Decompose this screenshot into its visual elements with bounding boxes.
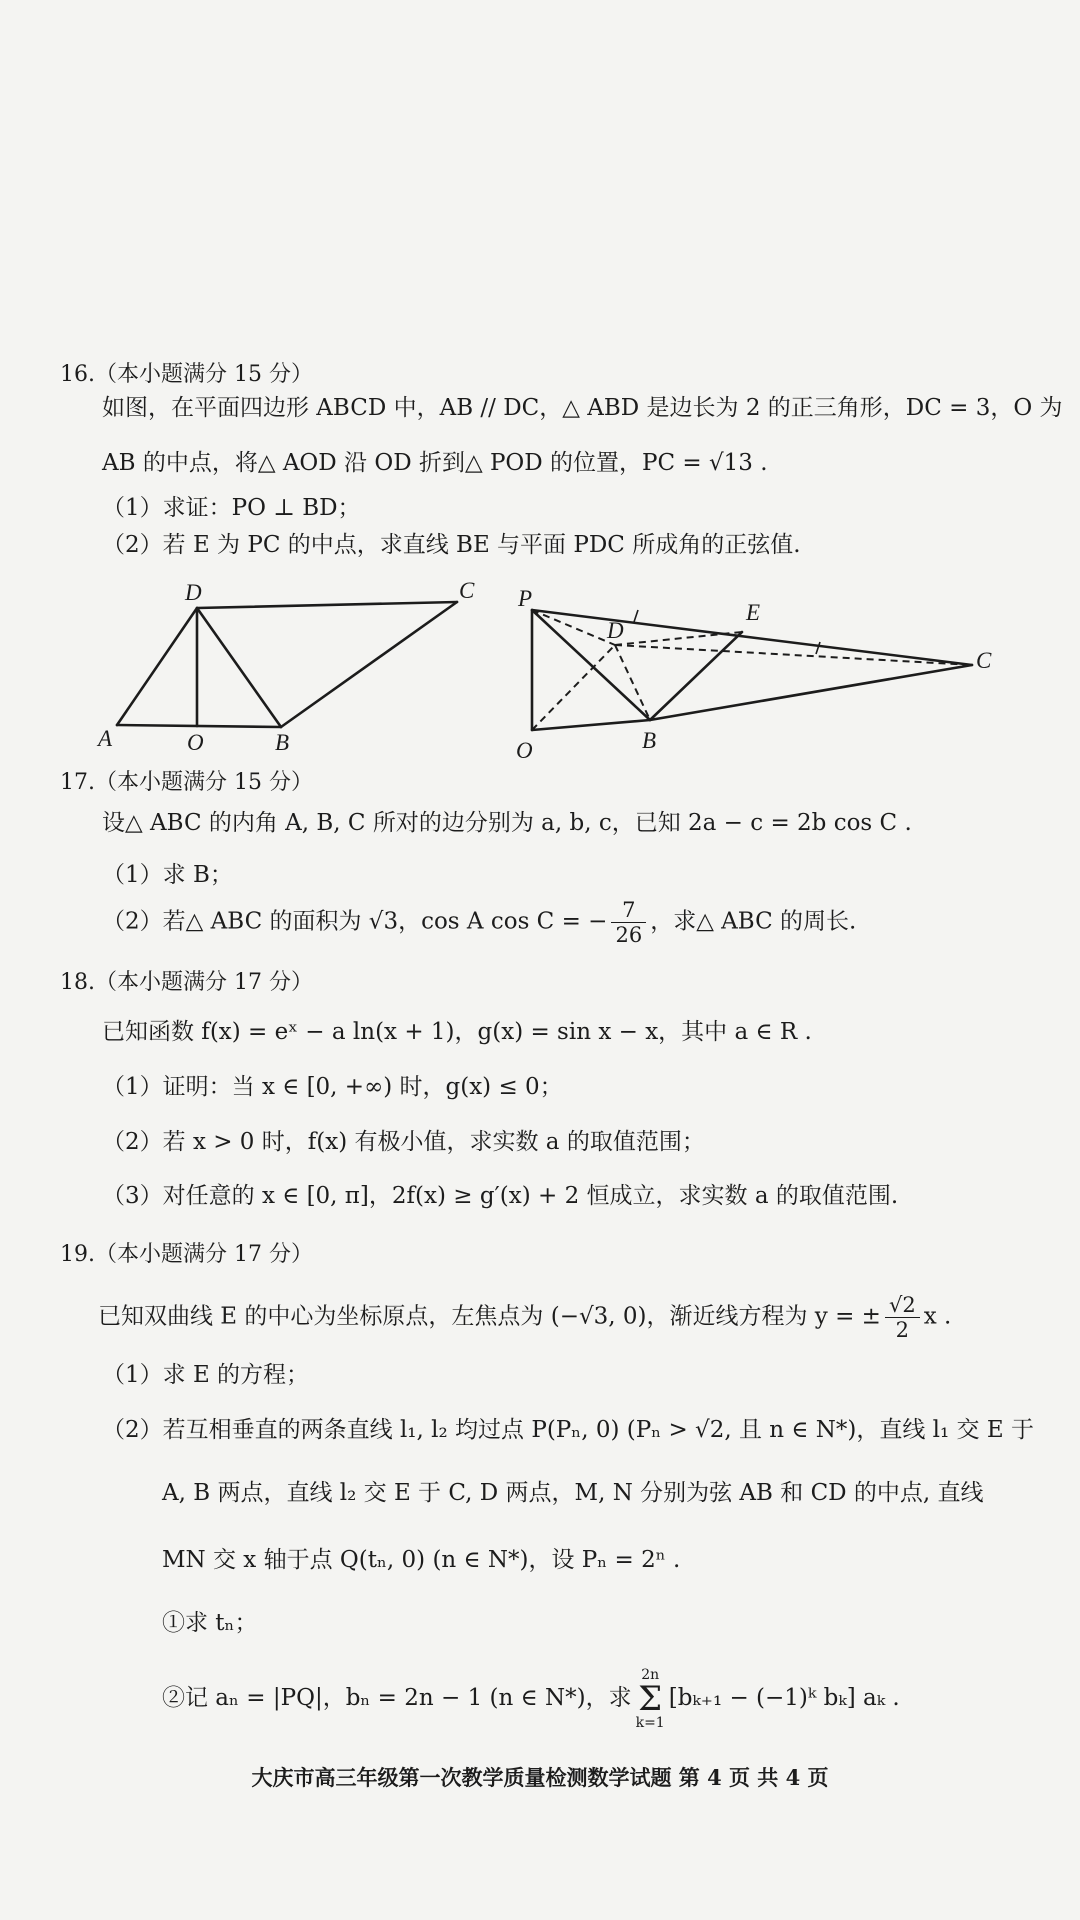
q18-part3: （3）对任意的 x ∈ [0, π]，2f(x) ≥ g′(x) + 2 恒成立，求实数 a 的取值范围.: [102, 1183, 899, 1209]
label-C: C: [976, 648, 992, 673]
fraction-denominator: 26: [615, 923, 643, 947]
tick-mark-EC: [816, 642, 820, 654]
q19-part2-line2: A, B 两点，直线 l₂ 交 E 于 C, D 两点，M, N 分别为弦 AB 和 CD 的中点, 直线: [162, 1480, 984, 1506]
q16-stem-line1: 如图，在平面四边形 ABCD 中，AB // DC，△ ABD 是边长为 2 的正三角形，DC = 3，O 为: [102, 395, 1063, 421]
q17-part2: [102, 898, 856, 947]
label-D: D: [185, 580, 202, 605]
summation-sign: [636, 1668, 665, 1730]
tick-mark-PE: [634, 610, 638, 622]
q19-part2-line3: MN 交 x 轴于点 Q(tₙ, 0) (n ∈ N*)，设 Pₙ = 2ⁿ .: [162, 1547, 681, 1573]
q16-part2: （2）若 E 为 PC 的中点，求直线 BE 与平面 PDC 所成角的正弦值.: [102, 532, 801, 558]
q17-part2-post: ，求△ ABC 的周长.: [650, 908, 857, 935]
q19-heading: 19.（本小题满分 17 分）: [60, 1242, 313, 1267]
q16-stem-line2: AB 的中点，将△ AOD 沿 OD 折到△ POD 的位置，PC = √13 .: [102, 450, 768, 476]
q19-stem: [98, 1293, 951, 1342]
q17-stem: 设△ ABC 的内角 A, B, C 所对的边分别为 a, b, c，已知 2a − c = 2b cos C .: [102, 810, 912, 836]
edge-AD: [117, 608, 197, 725]
fraction-denominator: 2: [895, 1318, 910, 1342]
label-C: C: [459, 580, 475, 603]
q18-heading: 18.（本小题满分 17 分）: [60, 970, 313, 995]
q19-stem-pre: 已知双曲线 E 的中心为坐标原点，左焦点为 (−√3, 0)，渐近线方程为 y = ±: [98, 1303, 881, 1330]
figure-folded-solid: [510, 580, 1000, 765]
edge-DC-hidden: [615, 645, 972, 665]
q19-stem-post: x .: [923, 1303, 952, 1330]
figure-quadrilateral: [95, 580, 495, 755]
label-A: A: [98, 726, 113, 751]
label-O: O: [187, 730, 204, 755]
page-footer: 大庆市高三年级第一次教学质量检测数学试题 第 4 页 共 4 页: [251, 1765, 829, 1790]
label-B: B: [642, 728, 657, 753]
q17-part1: （1）求 B；: [102, 862, 233, 888]
edge-DC: [197, 602, 457, 608]
q19-part2-line1: （2）若互相垂直的两条直线 l₁, l₂ 均过点 P(Pₙ, 0) (Pₙ > √2, 且 n ∈ N*)，直线 l₁ 交 E 于: [102, 1417, 1034, 1443]
q18-stem: 已知函数 f(x) = eˣ − a ln(x + 1)，g(x) = sin x − x，其中 a ∈ R .: [102, 1019, 812, 1045]
q17-part2-pre: （2）若△ ABC 的面积为 √3，cos A cos C = −: [102, 908, 608, 935]
edge-DB-hidden: [615, 645, 650, 720]
q18-part2: （2）若 x > 0 时，f(x) 有极小值，求实数 a 的取值范围；: [102, 1129, 705, 1155]
q19-subpart2-post: [bₖ₊₁ − (−1)ᵏ bₖ] aₖ .: [668, 1685, 900, 1711]
q19-subpart2-pre: ②记 aₙ = |PQ|，bₙ = 2n − 1 (n ∈ N*)，求: [162, 1685, 632, 1711]
fraction-numerator: 7: [611, 898, 646, 923]
fraction-numerator: √2: [885, 1293, 920, 1318]
fraction-7-26: [611, 898, 646, 947]
q19-subpart1: ①求 tₙ；: [162, 1610, 258, 1636]
edge-AB: [117, 725, 281, 727]
q16-heading: 16.（本小题满分 15 分）: [60, 362, 313, 387]
edge-OB: [532, 720, 650, 730]
edge-OD-hidden: [532, 645, 615, 730]
label-P: P: [518, 586, 533, 611]
q17-heading: 17.（本小题满分 15 分）: [60, 770, 313, 795]
edge-BC: [281, 602, 457, 727]
edge-DB: [197, 608, 281, 727]
q19-part1: （1）求 E 的方程；: [102, 1362, 310, 1388]
sigma-symbol: Σ: [638, 1679, 663, 1719]
q18-part1: （1）证明：当 x ∈ [0, +∞) 时，g(x) ≤ 0；: [102, 1074, 563, 1100]
edge-DE-hidden: [615, 632, 742, 645]
label-B: B: [275, 730, 290, 755]
q16-part1: （1）求证：PO ⊥ BD；: [102, 495, 361, 521]
label-E: E: [746, 600, 761, 625]
fraction-sqrt2-over-2: [885, 1293, 920, 1342]
edge-PB: [532, 610, 650, 720]
label-O: O: [516, 738, 533, 763]
sum-lower-limit: k=1: [635, 1715, 665, 1731]
sum-upper-limit: 2n: [641, 1667, 660, 1683]
q19-subpart2: [162, 1668, 900, 1730]
label-D: D: [607, 618, 624, 643]
